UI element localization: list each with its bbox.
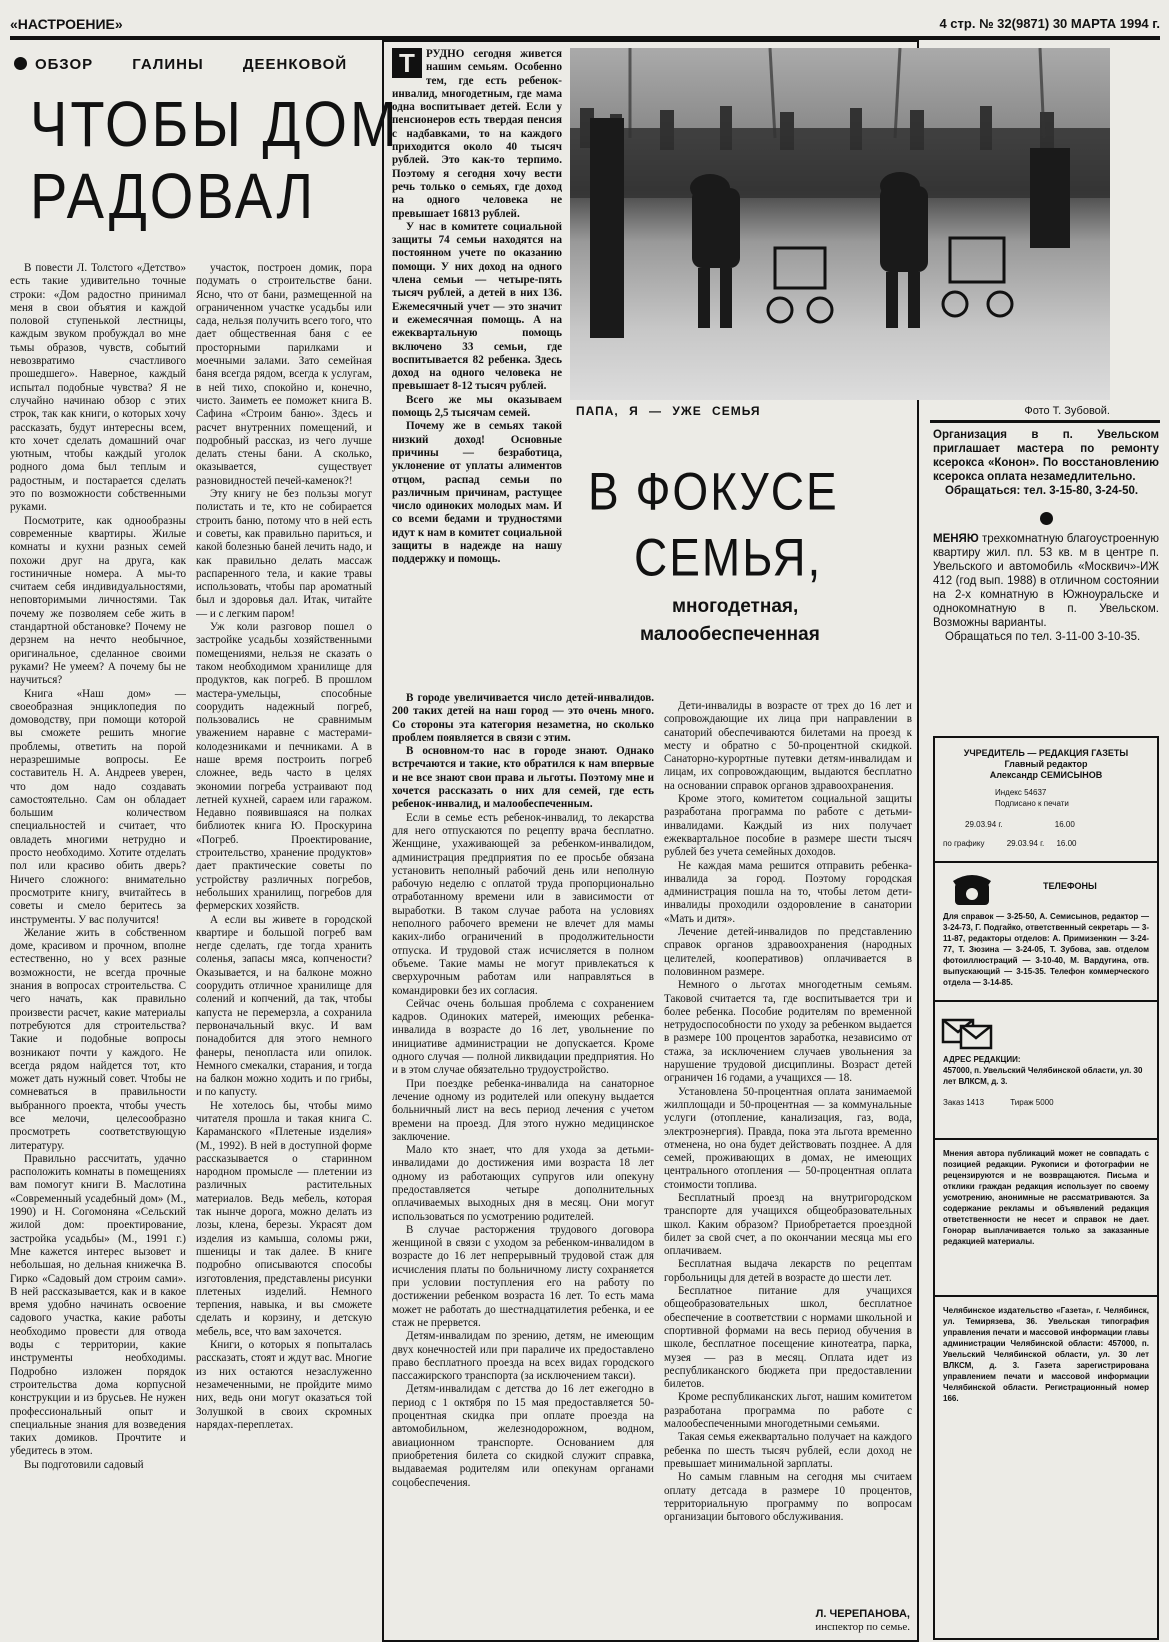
paragraph: участок, построен домик, пора подумать о строительстве бани. Ясно, что от бани, размещенной на ограниченном участке усадьбы или сада, нельзя получить всего того, что дает общественная баня с ее просторными парилками и моечными залами. Зато семейная баня всегда рядом, всегда к услугам, в ней тихо, спокойно и, конечно, чисто. Заиметь ее поможет книга В. Сафина «Строим баню». Здесь и расчет внутренних помещений, и подробный рассказ, из чего лучше делать стены бани. А сколько, оказывается, существует разновидностей печей-каменок?! [196,262,372,487]
editorial-notice: Мнения автора публикаций может не совпадать с позицией редакции. Рукописи и фотографии не рецензируются и не возвращаются. Письма и отклики граждан редакция использует по своему усмотрению, анонимные не рассматриваются. За содержание рекламы и объявлений редакция ответственности не несет и справок не дает. Гонорар выплачивается только за заказанные редакцией материалы. [943,1149,1149,1246]
paragraph: Эту книгу не без пользы могут полистать и те, кто не собирается строить баню, потому что в ней есть и советы, как правильно париться, и какой болезнью баней лечить надо, и как правильно делать массаж распаренного тела, и какие травы использовать, чтобы пар ароматный был и здоровья дал. Итак, читайте — и с легким паром! [196,488,372,620]
print-run-label: Тираж [1010,1098,1034,1107]
paragraph: Детям-инвалидам по зрению, детям, не имеющим двух конечностей или при параличе их предоставлено право бесплатного проезда на всех видах городского пассажирского транспорта (за исключением такси). [392,1330,654,1383]
author-name: Л. ЧЕРЕПАНОВА, [815,1608,910,1620]
page-header [10,14,1160,40]
paragraph: Правильно рассчитать, удачно расположить комнаты в помещениях вам помогут книги В. Маслотина «Современный усадебный дом» (М., 1990) и Н. Согомоняна «Сельский жилой дом: проектирование, застройка усадьбы» (М., 1991 г.) Мне кажется интерес вызовет и небольшая, но дельная книжечка В. Гирко «Садовый дом строим сами». В ней рассказывается, как и в какое время удобно начинать освоение садового участка, какие работы необходимо провести для отвода воды с территории, какие инструменты необходимы. Подробно изложен порядок строительства дома корпусной конструкции и из брусьев. Не нужен профессиональный опыт и специальные знания для возведения таких домиков. Прочтите и убедитесь в этом. [10,1152,186,1458]
paragraph: При поездке ребенка-инвалида на санаторное лечение одному из родителей или опекуну выдается больничный лист на весь период лечения с учетом времени на проезд. Для этого нужно медицинское заключение. [392,1077,654,1143]
telephone-icon [951,871,993,907]
paragraph: Детям-инвалидам с детства до 16 лет ежегодно в период с 1 октября по 15 мая предоставляется 50-процентная скидка при оплате проезда на автомобильном, железнодорожном, водном, авиационном транспорте. Основанием для приобретения билета со скидкой служит справка, выдаваемая родителям или опекунам органами соцобеспечения. [392,1383,654,1489]
publisher-info: Челябинское издательство «Газета», г. Челябинск, ул. Темирязева, 36. Увельская типография управления печати и массовой информации главы администрации Челябинской области: 457000, п. Увельский Челябинской области, ул. 30 лет ВЛКСМ, д. 3. Газета зарегистрирована управлением печати и массовой информации Челябинской области. Регистрационный номер 166. [943,1306,1149,1403]
paragraph: Посмотрите, как однообразны современные квартиры. Жилые комнаты и кухни разных семей похожи друг на друга, как гостиничные номера. А мы-то считаем себя индивидуальностями, неповторимыми личностями. Так почему же позволяем себе жить в стандартной обстановке? Почему не дерзнем на нечто необычное, оригинальное, сделанное своими руками? Не умеем? А почему бы не научиться? [10,514,186,687]
index-number: Индекс 54637 [995,788,1047,797]
family-column-right [664,700,912,1608]
ad-apartment-phone: Обращаться по тел. 3-11-00 3-10-35. [945,631,1141,643]
paragraph: Желание жить в собственном доме, красивом и прочном, вполне естественно, но у всех разные возможности, не всегда прочные знания в вопросах строительства. С чего начать, как правильно произвести расчет, какие материалы потребуются для строительства? Такие и подобные вопросы возникают почти у каждого. Не всегда рядом найдется тот, кто может дать нужный совет. Чтобы не сомневаться в правильности выбранного проекта, чтобы учесть все мелочи, целесообразно просмотреть соответствующую литературу. [10,926,186,1152]
paragraph: Сейчас очень большая проблема с сохранением кадров. Одиноких матерей, имеющих ребенка-инвалида в возрасте до 16 лет, увольнение по инициативе администрации не допускается. Кроме одного случая — полной ликвидации предприятия. Но и в этом случае обязательно трудоустройство. [392,997,654,1077]
paragraph: Кроме республиканских льгот, нашим комитетом разработана программа по работе с малообеспеченными многодетными семьями. [664,1391,912,1431]
phones-list: Для справок — 3-25-50, А. Семисынов, редактор — 3-24-73, Г. Подгайко, ответственный секретарь — 3-11-87, редакторы отделов: А. Примизенкин — 3-24-77, Т. Зюзина — 3-24-05, Т. Зубова, зав. отделом фотоиллюстраций — 3-10-40, М. Вардугина, отв. выпускающий — 3-15-35. Телефон коммерческого отдела — 3-14-85. [943,912,1149,987]
bullet-icon [1040,512,1053,525]
paragraph: Лечение детей-инвалидов по представлению справок органов здравоохранения (народных целителей, кооперативов) оплачивается в половинном размере. [664,926,912,978]
paragraph: Бесплатная выдача лекарств по рецептам горбольницы для детей в возрасте до шести лет. [664,1258,912,1284]
news-photo [570,48,1110,400]
paragraph: Бесплатный проезд на внутригородском транспорте для учащихся общеобразовательных школ. Каким образом? Приобретается проездной билет за свой счет, а по окончании месяца мы его оплачиваем. [664,1191,912,1258]
paragraph: Такая семья ежеквартально получает на каждого ребенка по шесть тысяч рублей, если доход не превышает минимальной зарплаты. [664,1431,912,1470]
imprint-box [933,736,1159,1640]
founder: УЧРЕДИТЕЛЬ — РЕДАКЦИЯ ГАЗЕТЫ [963,748,1129,758]
paragraph: В основном-то нас в городе знают. Однако встречаются и такие, кто обратился к нам впервые и не все знают свои права и льготы. Поэтому мне и хочется рассказать о них для семей, где есть ребенок-инвалид, и малообеспеченным. [392,745,654,811]
paragraph: Если в семье есть ребенок-инвалид, то лекарства для него отпускаются по рецепту врача бесплатно. Женщине, ухаживающей за ребенком-инвалидом, администрация предприятия по ее просьбе обязана установить неполный рабочий день или неполную рабочую неделю с оплатой труда пропорционально отработанному времени или в зависимости от выработки. В таком случае работа на условиях неполного рабочего времени не влечет для мамы каких-либо ограничений в продолжительности отпуска. И трудовой стаж исчисляется в полном объеме. Такие мамы не могут привлекаться к сверхурочным работам или направляться в командировки без их согласия. [392,811,654,997]
editor-name: Александр СЕМИСЫНОВ [989,770,1103,780]
review-column-1 [10,262,186,1634]
paragraph: Немного о льготах многодетным семьям. Таковой считается та, где воспитывается три и более ребенка. Пособие родителям по временной нетрудоспособности по уходу за ребенком выдается в размере 100 процентов заработка, независимо от стажа, за исключением случаев увольнения за нарушение трудовой дисциплины. Возраст детей ограничен 16 годами, а учащихся — 18. [664,979,912,1085]
paragraph: Дети-инвалиды в возрасте от трех до 16 лет и сопровождающие их лица при направлении в санаторий обеспечиваются билетами на проезд к месту и обратно с 50-процентной скидкой. Санаторно-курортные путевки детям-инвалидам и лицам, их сопровождающим, выдаются бесплатно на основании справок органов здравоохранения. [664,700,912,792]
photo-caption-row [576,404,1110,418]
review-title-line1: ЧТОБЫ ДОМ [30,87,400,160]
ad-apartment: МЕНЯЮ трехкомнатную благоустроенную квартиру жил. пл. 53 кв. м в центре п. Увельского и автомобиль «Москвич»-ИЖ 412 (год вып. 1988) в отличном состоянии на 2-х комнатную в Южноуральске и однокомнатную в п. Увельском. Возможны варианты. [933,533,1159,629]
paragraph: Мало кто знает, что для ухода за детьми-инвалидами до достижения ими возраста 18 лет одному из работающих супругов или опекуну предоставляется четыре дополнительных оплачиваемых выходных дня в месяц. Они могут использоваться по усмотрению родителей. [392,1144,654,1223]
ads-column [933,428,1159,644]
family-column-left [392,692,654,1620]
newspaper-section: «НАСТРОЕНИЕ» [10,16,123,32]
ad-bullet [933,512,1159,528]
family-intro [392,48,562,688]
ads-divider [930,420,1160,423]
photo-caption: ПАПА, Я — УЖЕ СЕМЬЯ [576,404,761,418]
address: 457000, п. Увельский Челябинской области, ул. 30 лет ВЛКСМ, д. 3. [943,1066,1143,1086]
paragraph: Почему же в семьях такой низкий доход! Основные причины — безработица, уклонение от уплаты алиментов отцом, распад семьи по различным причинам, растущее число одиноких молодых мам. И со всеми бедами и трудностями идут к нам в комитет социальной защиты в надежде на нашу поддержку и помощь. [392,420,562,566]
paragraph: Книга «Наш дом» — своеобразная энциклопедия по домоводству, при помощи которой вы сможете решить многие проблемы, ответить на порой неразрешимые вопросы. Ее составитель Н. А. Андреев уверен, что дом надо создавать самостоятельно. Сам он обладает большим количеством специальностей и считает, что овладеть многими нетрудно и просто необходимо. Хотите отделать пол или красиво обить дверь? Ничего сложного: внимательно просмотрите книгу, вчитайтесь в советы и смело беритесь за инструменты. У вас получится! [10,687,186,926]
review-column-2 [196,262,372,1634]
paragraph: В городе увеличивается число детей-инвалидов. 200 таких детей на наш город — это очень много. Со стороны эта категория незаметна, но сколько проблем появляется в связи с этим. [392,692,654,744]
editor-label: Главный редактор [1004,759,1088,769]
paragraph: Книги, о которых я попыталась рассказать, стоят и ждут вас. Многие из них остаются незаслуженно незамеченными, не пройдите мимо них, ведь они могут оказаться той Золушкой в своих скромных нарядах-переплетах. [196,1339,372,1431]
family-subtitle-line1: многодетная, [672,596,799,617]
issue-info: 4 стр. № 32(9871) 30 МАРТА 1994 г. [939,16,1160,31]
order-number: 1413 [966,1098,985,1107]
paragraph: Не хотелось бы, чтобы мимо читателя прошла и такая книга С. Караманского «Плетеные изделия» (М., 1992). В ней в доступной форме рассказывается о старинном народном промысле — плетении из различных растительных материалов. Ведь мебель, которая так нынче дорога, можно делать из лозы, клена, березы. Украсят дом изделия из камыша, соломы ржи, пшеницы и так далее. В книге подробно описываются способы изготовления, представлены рисунки плетеных изделий. Немного терпения, навыка, и вы сможете сделать и корзину, и детскую мебель, все, что вам захочется. [196,1099,372,1338]
paragraph: Кроме этого, комитетом социальной защиты разработана программа по работе с детьми-инвалидами. Каждый из них получает ежеквартальное пособие в размере шести тысяч рублей без учета семейных доходов. [664,793,912,859]
paragraph: Бесплатное питание для учащихся общеобразовательных школ, бесплатное обеспечение в соответствии с нормами школьной и спортивной формами на весь период обучения в школе, бесплатное посещение кинотеатра, парка, музея — раз в месяц. Оплата идет из республиканского бюджета при предоставлении билетов. [664,1285,912,1391]
rubric: ОБЗОР ГАЛИНЫ ДЕЕНКОВОЙ [14,56,347,73]
paragraph: Установлена 50-процентная оплата занимаемой жилплощади и 50-процентная — за коммунальные услуги (отопление, канализация, газ, вода, электроэнергия). Правда, пока эта льгота временно отменена, но она будет действовать позднее. А для семей, проживающих в домах, не имеющих центрального отопления — 50-процентная оплата стоимости топлива. [664,1085,912,1191]
ad-xerox-phone: Обращаться: тел. 3-15-80, 3-24-50. [945,485,1139,497]
paragraph: Уж коли разговор пошел о застройке усадьбы хозяйственными помещениями, нельзя не сказать о таком необходимом хранилище для продуктов, как погреб. В прошлом мастера-умельцы, способные соорудить надежный погреб, пользовались не сравнимым уважением наравне с мастерами-колодезниками и печниками. А в наше время построить погреб сложнее, ведь часто в целях экономии погреба устраивают под летней кухней, сараем или гаражом. Недавно появившаяся на полках библиотек книга Ю. Проскурина «Погреб. Проектирование, строительство, хранение продуктов» дает практические советы по устройству различных погребов, небольших хранилищ, погребов для фермерских хозяйств. [196,621,372,913]
family-title-line2: СЕМЬЯ, [634,527,823,587]
author-role: инспектор по семье. [815,1621,910,1633]
dropcap: Т [392,48,422,78]
paragraph: Не каждая мама решится отправить ребенка-инвалида за город. Поэтому городская администрация пошла на то, чтобы летом дети-инвалиды проходили оздоровление в санатории «Мать и дитя». [664,859,912,925]
photo-illustration [570,48,1110,400]
review-title-line2: РАДОВАЛ [30,159,317,232]
signed-date-1: 29.03.94 г. [965,820,1003,829]
family-title-line1: В ФОКУСЕ [588,461,839,521]
paragraph: Вы подготовили садовый [24,1458,144,1471]
paragraph: РУДНО сегодня живется нашим семьям. Особенно тем, где есть ребенок-инвалид, многодетным, где мама одна воспитывает детей. Если у пенсионеров есть твердая пенсия с надбавками, то на каждого приходится около 40 тысяч рублей. Это как-то терпимо. Поэтому я сегодня хочу вести речь только о семьях, где доход на одного человека не превышает 16813 рублей. [392,48,562,220]
envelope-icon [941,1012,995,1050]
print-run: 5000 [1035,1098,1054,1107]
signed-date-2: 29.03.94 г. [1006,839,1045,848]
article-signature [670,1608,910,1634]
ad-xerox: Организация в п. Увельском приглашает мастера по ремонту ксерокса «Конон». По восстановлению ксерокса оплата незамедлительно. [933,429,1159,483]
order-label: Заказ [943,1098,964,1107]
photo-credit: Фото Т. Зубовой. [1024,405,1110,417]
signed-time-2: 16.00 [1056,839,1077,848]
schedule-label: по графику [943,839,985,848]
paragraph: В повести Л. Толстого «Детство» есть такие удивительно точные строки: «Дом радостно принимал меня в свои объятия и каждой половой ступенькой лестницы, каждым звуком пробуждал во мне тьмы образов, чувств, событий невозвратимо счастливого прошедшего». Наверное, каждый испытал подобные чувства? Я не случайно начинаю обзор с этих строк, так как книги, о которых хочу рассказать, будут интересны всем, кто хочет сделать домашний очаг уютным, чтобы каждый уголок родного дома был теплым и радостным, и постарается сделать это по возможности собственными руками. [10,262,186,514]
phones-title: ТЕЛЕФОНЫ [1043,881,1097,891]
bullet-icon [14,57,27,70]
family-subtitle-line2: малообеспеченная [640,624,820,645]
paragraph: В случае расторжения трудового договора женщиной в связи с уходом за ребенком-инвалидом в возрасте до 16 лет непрерывный трудовой стаж для исчисления платы по больничному листу сохраняется при условии поступления его на работу по достижении ребенком возраста 16 лет. То есть мама может не работать до шестнадцатилетия ребенка, и ее стаж не прервется. [392,1223,654,1329]
signed-label: Подписано к печати [995,799,1069,808]
paragraph: А если вы живете в городской квартире и большой погреб вам негде сделать, где тогда хранить соленья, запасы мяса, копчености? Оказывается, и на балконе можно соорудить отличное хранилище для солений и копчений, да так, чтобы капуста не перемерзла, а сохранила первоначальный вкус. И вам понадобится для этого немного фанеры, пенопласта или опилок. Немного смекалки, старания, и тогда на балкон можно ходить и по грибы, и по капусту. [196,913,372,1099]
address-title: АДРЕС РЕДАКЦИИ: [943,1055,1021,1064]
paragraph: Всего же мы оказываем помощь 2,5 тысячам семей. [392,393,562,420]
signed-time-1: 16.00 [1054,820,1075,829]
paragraph: У нас в комитете социальной защиты 74 семьи находятся на постоянном учете по оказанию помощи. У них доход на одного члена семьи — четыре-пять тысяч рублей, а детей в них 136. Ежемесячный учет — это значит и ежемесячная помощь. А на ежеквартальную помощь включено 33 семьи, где воспитывается 82 ребенка. Здесь доход на одного человека не превышает 8-12 тысяч рублей. [392,220,562,393]
paragraph: Но самым главным на сегодня мы считаем оплату детсада в размере 10 процентов, территориальную программу по вопросам организации бытового обслуживания. [664,1471,912,1524]
